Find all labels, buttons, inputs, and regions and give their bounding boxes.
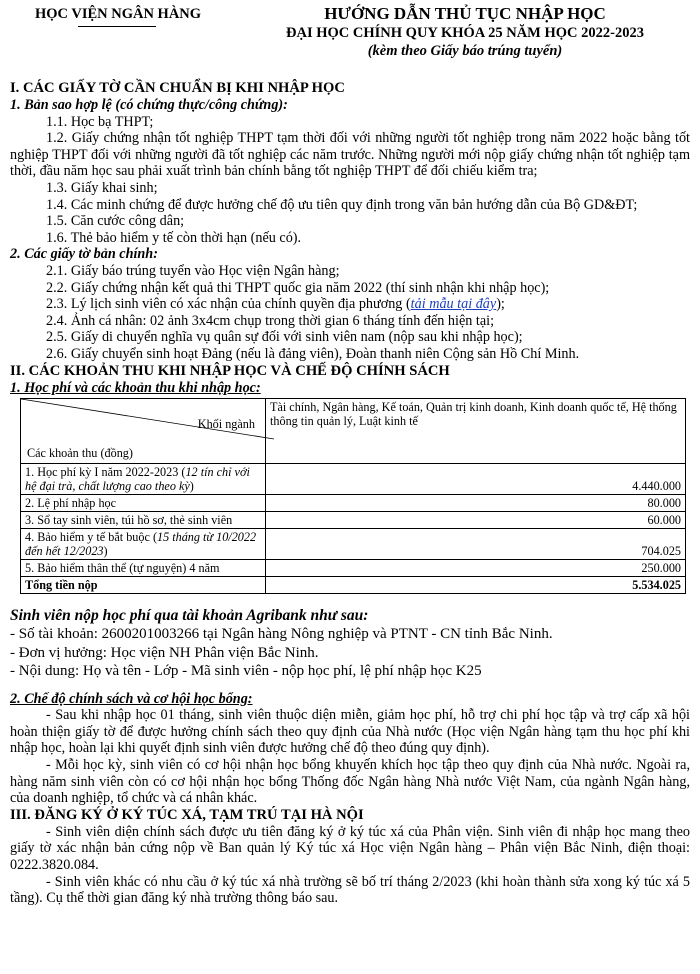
section-3-heading: III. ĐĂNG KÝ Ở KÝ TÚC XÁ, TẠM TRÚ TẠI HÀ NỘI <box>10 806 364 823</box>
doc-body <box>10 80 690 907</box>
header-khoi-nganh: Khối ngành <box>197 417 255 432</box>
total-amount: 5.534.025 <box>266 577 686 594</box>
section-2-heading: II. CÁC KHOẢN THU KHI NHẬP HỌC VÀ CHẾ ĐỘ CHÍNH SÁCH <box>10 362 450 379</box>
doc-subtitle: ĐẠI HỌC CHÍNH QUY KHÓA 25 NĂM HỌC 2022-2023 <box>286 25 644 41</box>
total-label: Tổng tiền nộp <box>21 577 266 594</box>
doc-header <box>240 4 690 60</box>
section-1-heading: I. CÁC GIẤY TỜ CẦN CHUẨN BỊ KHI NHẬP HỌC <box>10 80 345 96</box>
dorm-paragraph: - Sinh viên khác có nhu cầu ở ký túc xá nhà trường sẽ bố trí tháng 2/2023 (khi hoàn thành sửa xong ký túc xá 5 tầng). Cụ thể thời gian đăng ký nhà trường thông báo sau. <box>10 873 690 907</box>
table-row <box>21 560 686 577</box>
fees-table <box>20 398 686 594</box>
header-cac-khoan-thu: Các khoản thu (đồng) <box>27 446 133 461</box>
bank-line: - Số tài khoản: 2600201003266 tại Ngân hàng Nông nghiệp và PTNT - CN tỉnh Bắc Ninh. <box>10 626 553 643</box>
row-amount: 60.000 <box>266 512 686 529</box>
row-amount: 704.025 <box>266 529 686 560</box>
table-total-row <box>21 577 686 594</box>
list-item: 1.2. Giấy chứng nhận tốt nghiệp THPT tạm thời đối với những người tốt nghiệp trong năm 2022 hoặc bằng tốt nghiệp THPT đối với những người đã tốt nghiệp các năm trước. Những người mới nộp giấy chứng nhận tốt nghiệp tạm thời, đầu năm học sau phải xuất trình bản chính bằng tốt nghiệp THPT để đối chiếu kiểm tra; <box>10 130 690 180</box>
table-row <box>21 464 686 495</box>
section-1-sub-1: 1. Bản sao hợp lệ (có chứng thực/công chứng): <box>10 97 288 113</box>
doc-note: (kèm theo Giấy báo trúng tuyển) <box>367 43 563 59</box>
org-underline <box>78 26 156 27</box>
table-header-row <box>21 399 686 464</box>
row-label: 3. Sổ tay sinh viên, túi hồ sơ, thẻ sinh viên <box>21 512 266 529</box>
list-item: 1.4. Các minh chứng để được hưởng chế độ ưu tiên quy định trong văn bản hướng dẫn của Bộ GD&ĐT; <box>46 196 638 213</box>
dorm-paragraph: - Sinh viên diện chính sách được ưu tiên đăng ký ở ký túc xá của Phân viện. Sinh viên đi nhập học mang theo giấy tờ xác nhận bản cứng nộp về Ban quản lý Ký túc xá Học viện Ngân hàng – Phân viện Bắc Ninh, điện thoại: 0222.3820.084. <box>10 823 690 873</box>
org-name <box>18 6 218 23</box>
list-item: 1.1. Học bạ THPT; <box>46 113 154 130</box>
row-label: 4. Bảo hiểm y tế bắt buộc (15 tháng từ 10/2022 đến hết 12/2023) <box>21 529 266 560</box>
org-name-text: HỌC VIỆN NGÂN HÀNG <box>34 6 202 22</box>
policy-paragraph: - Mỗi học kỳ, sinh viên có cơ hội nhận học bổng khuyến khích học tập theo quy định của Nhà nước. Ngoài ra, hàng năm sinh viên còn có cơ hội nhận học bổng Thống đốc Ngân hàng Nhà nước Việt Nam, của ngành Ngân hàng, của doanh nghiệp, tổ chức và cá nhân khác. <box>10 756 690 807</box>
section-1-sub-2: 2. Các giấy tờ bản chính: <box>10 246 158 263</box>
section-2-sub-2: 2. Chế độ chính sách và cơ hội học bổng: <box>10 690 253 707</box>
list-item: 1.3. Giấy khai sinh; <box>46 179 158 196</box>
section-2-sub-1: 1. Học phí và các khoản thu khi nhập học: <box>10 379 261 396</box>
row-label: 2. Lệ phí nhập học <box>21 495 266 512</box>
row-amount: 80.000 <box>266 495 686 512</box>
row-label: 1. Học phí kỳ I năm 2022-2023 (12 tín chỉ với hệ đại trà, chất lượng cao theo kỳ) <box>21 464 266 495</box>
table-corner-cell <box>21 399 266 464</box>
list-item: 2.3. Lý lịch sinh viên có xác nhận của chính quyền địa phương (tải mẫu tại đây); <box>46 296 505 313</box>
list-item: 2.6. Giấy chuyển sinh hoạt Đảng (nếu là đảng viên), Đoàn thanh niên Cộng sản Hồ Chí Minh. <box>46 345 580 362</box>
list-item: 1.5. Căn cước công dân; <box>46 213 185 230</box>
doc-title: HƯỚNG DẪN THỦ TỤC NHẬP HỌC <box>324 4 606 23</box>
list-item: 2.1. Giấy báo trúng tuyển vào Học viện Ngân hàng; <box>46 262 340 279</box>
bank-line: - Đơn vị hưởng: Học viện NH Phân viện Bắc Ninh. <box>10 644 319 661</box>
bank-line: - Nội dung: Họ và tên - Lớp - Mã sinh viên - nộp học phí, lệ phí nhập học K25 <box>10 663 482 680</box>
bank-title: Sinh viên nộp học phí qua tài khoản Agribank như sau: <box>10 607 369 625</box>
policy-paragraph: - Sau khi nhập học 01 tháng, sinh viên thuộc diện miễn, giảm học phí, hỗ trợ chi phí học tập và trợ cấp xã hội hoàn thiện giấy tờ để được hưởng chính sách theo quy định của Nhà nước (Học viện Ngân hàng tạm thu học phí khi nhập học, hoàn lại khi quyết định sinh viên được hưởng chế độ theo đúng quy định). <box>10 707 690 757</box>
table-row <box>21 512 686 529</box>
row-label: 5. Bảo hiểm thân thể (tự nguyện) 4 năm <box>21 560 266 577</box>
list-item: 2.2. Giấy chứng nhận kết quả thi THPT quốc gia năm 2022 (thí sinh nhận khi nhập học); <box>46 279 550 296</box>
row-amount: 250.000 <box>266 560 686 577</box>
row-amount: 4.440.000 <box>266 464 686 495</box>
list-item: 2.4. Ảnh cá nhân: 02 ảnh 3x4cm chụp trong thời gian 6 tháng tính đến hiện tại; <box>46 312 495 329</box>
list-item: 1.6. Thẻ bảo hiểm y tế còn thời hạn (nếu có). <box>46 229 302 246</box>
table-row <box>21 529 686 560</box>
header-group-cell: Tài chính, Ngân hàng, Kế toán, Quản trị kinh doanh, Kinh doanh quốc tế, Hệ thống thông tin quản lý, Luật kinh tế <box>266 399 686 464</box>
table-row <box>21 495 686 512</box>
list-item: 2.5. Giấy di chuyển nghĩa vụ quân sự đối với sinh viên nam (nộp sau khi nhập học); <box>46 329 523 346</box>
download-form-link[interactable]: tải mẫu tại đây <box>410 296 497 313</box>
